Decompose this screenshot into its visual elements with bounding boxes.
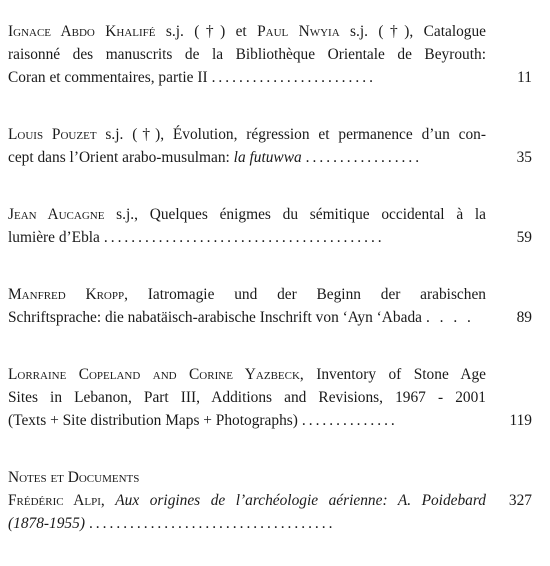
leader-dots: . . . . — [425, 309, 474, 326]
toc-entry-line — [8, 203, 486, 226]
leader-dots: .............. — [301, 412, 398, 429]
leader-dots: .................................... — [88, 515, 336, 532]
entry-text: and — [140, 366, 190, 383]
entry-italic-text: la futuwwa — [233, 149, 302, 166]
author-name: Frédéric Alpi — [8, 492, 101, 509]
toc-entry — [8, 466, 532, 535]
author-name: Lorraine Copeland — [8, 366, 141, 383]
leader-dots: ........................ — [211, 69, 376, 86]
entry-text: lumière d’Ebla — [8, 229, 100, 246]
author-name: Jean Aucagne — [8, 206, 105, 223]
entry-text: s.j., Quelques énigmes du sémitique occidental à la — [104, 206, 486, 223]
toc-entry-line — [8, 409, 486, 432]
author-name: Manfred Kropp — [8, 286, 125, 303]
page-number: 119 — [509, 412, 532, 429]
entry-text: , Iatromagie und der Beginn der arabischen — [124, 286, 486, 303]
leader-dots: ......................................... — [103, 229, 385, 246]
toc-entry-line — [8, 363, 486, 386]
author-name: Paul Nwyia — [257, 23, 340, 40]
entry-text: cept dans l’Orient arabo-musulman: — [8, 149, 234, 166]
toc-entry-line — [8, 123, 486, 146]
toc-entry-line — [8, 283, 486, 306]
author-name: Corine Yazbeck — [189, 366, 300, 383]
author-name: Louis Pouzet — [8, 126, 97, 143]
toc-entry — [8, 203, 532, 249]
toc-entry — [8, 123, 532, 169]
author-name: Ignace Abdo Khalifé — [8, 23, 156, 40]
page-number: 11 — [517, 69, 532, 86]
leader-dots: ................. — [305, 149, 423, 166]
entry-italic-text: (1878-1955) — [8, 515, 85, 532]
page-number: 59 — [516, 229, 532, 246]
toc-entry-line — [8, 489, 486, 512]
toc-entry-line — [8, 146, 486, 169]
toc-entry-line: Sites in Lebanon, Part III, Additions and Revisions, 1967 - 2001 — [8, 389, 486, 406]
toc-entry-line — [8, 20, 486, 43]
toc-entry — [8, 20, 532, 89]
toc-entry — [8, 283, 532, 329]
toc-entry-line — [8, 512, 486, 535]
toc-entry-line — [8, 226, 486, 249]
toc-entry-line — [8, 306, 486, 329]
entry-text: , — [100, 492, 116, 509]
toc-entry-line: raisonné des manuscrits de la Bibliothèque Orientale de Beyrouth: — [8, 46, 486, 63]
page-number: 35 — [516, 149, 532, 166]
entry-text: s.j. (†), Évolution, régression et permanence d’un con- — [96, 126, 486, 143]
toc-entry-line — [8, 66, 486, 89]
entry-text: Schriftsprache: die nabatäisch-arabische Inschrift von ‘Ayn ‘Abada — [8, 309, 422, 326]
entry-text: s.j. (†), Catalogue — [339, 23, 487, 40]
entry-text: s.j. (†) et — [155, 23, 258, 40]
entry-text: Coran et commentaires, partie II — [8, 69, 208, 86]
section-heading: Notes et Documents — [8, 469, 140, 486]
page-number: 89 — [516, 309, 532, 326]
entry-italic-text: Aux origines de l’archéologie aérienne: A. Poidebard — [115, 492, 486, 509]
page-number: 327 — [508, 492, 532, 509]
entry-text: (Texts + Site distribution Maps + Photographs) — [8, 412, 298, 429]
entry-text: , Inventory of Stone Age — [299, 366, 487, 383]
toc-entry — [8, 363, 532, 432]
table-of-contents — [8, 20, 532, 535]
